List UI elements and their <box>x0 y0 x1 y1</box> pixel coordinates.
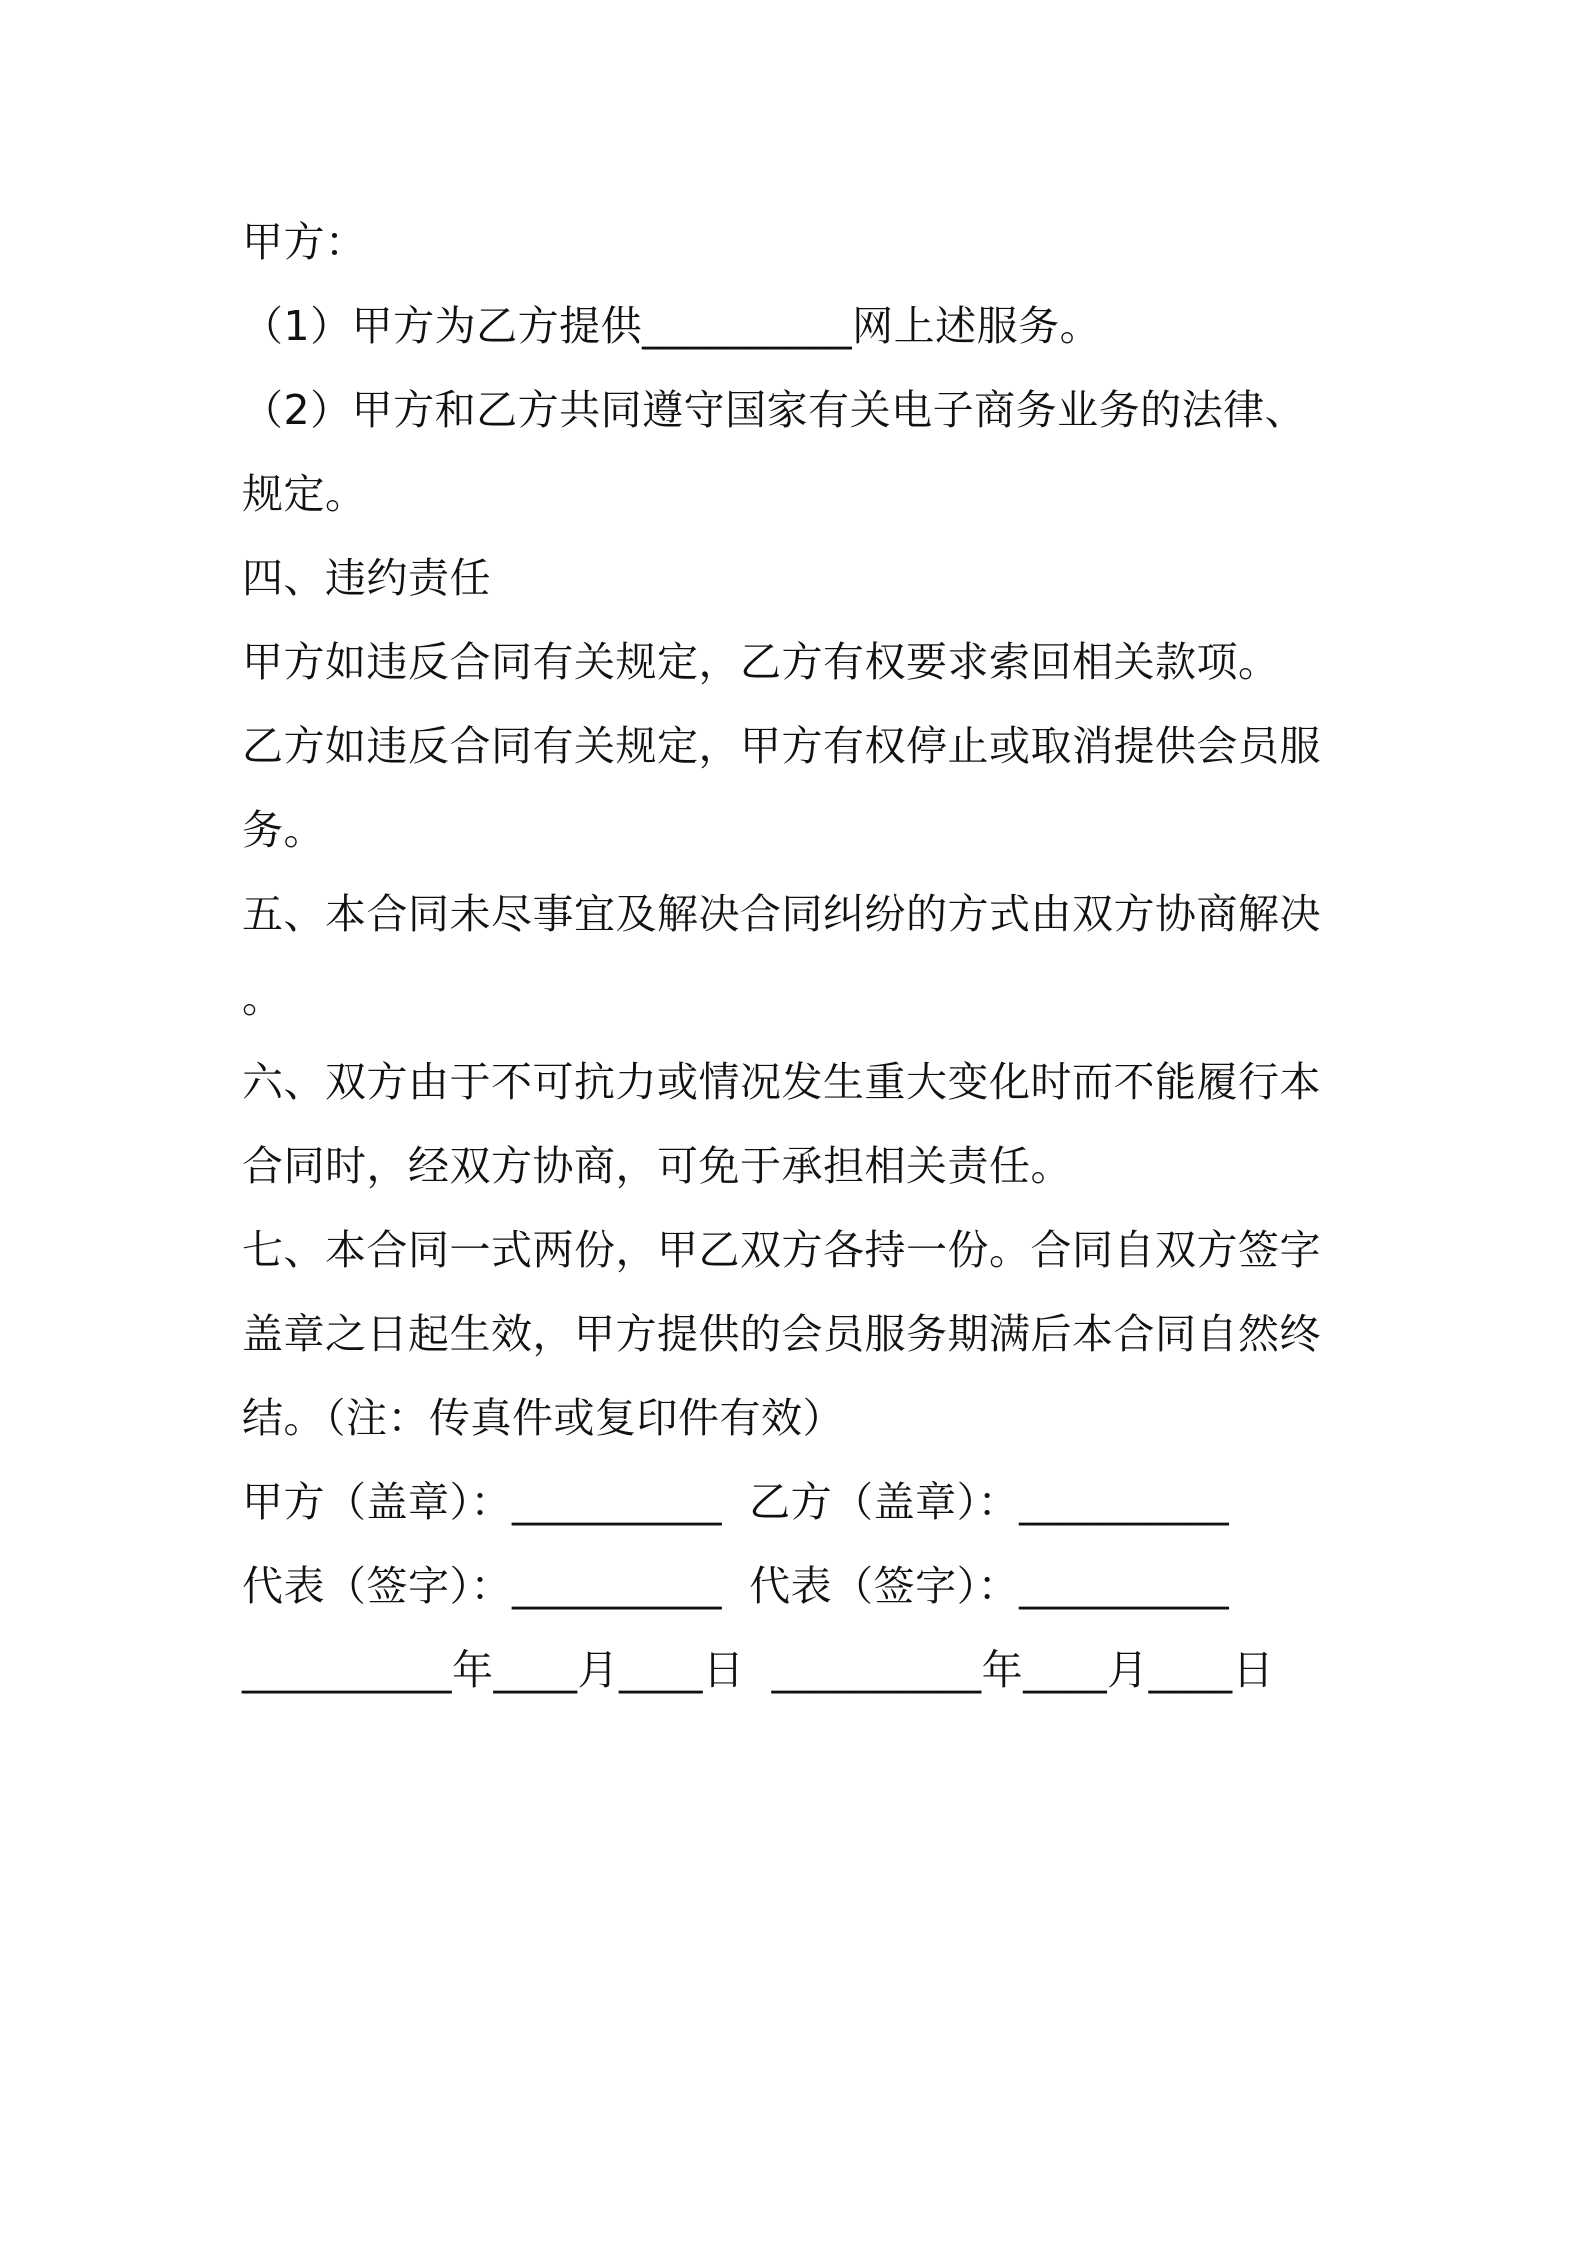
clause-a-2-cont: 规定。 <box>242 470 367 518</box>
section-6-cont: 合同时，经双方协商，可免于承担相关责任。 <box>242 1142 1072 1190</box>
section-5: 五、本合同未尽事宜及解决合同纠纷的方式由双方协商解决 <box>242 890 1321 938</box>
liability-party-a: 甲方如违反合同有关规定，乙方有权要求索回相关款项。 <box>242 638 1280 686</box>
signature-line: 代表（签字）：__________ 代表（签字）：__________ <box>242 1562 1230 1610</box>
contract-document <box>242 200 1362 1712</box>
section-6: 六、双方由于不可抗力或情况发生重大变化时而不能履行本 <box>242 1058 1321 1106</box>
clause-a-2: （2）甲方和乙方共同遵守国家有关电子商务业务的法律、 <box>242 386 1307 434</box>
party-a-heading: 甲方： <box>242 218 367 266</box>
liability-party-b: 乙方如违反合同有关规定，甲方有权停止或取消提供会员服 <box>242 722 1321 770</box>
date-line: __________年____月____日 __________年____月____日 <box>242 1646 1275 1694</box>
section-5-cont: 。 <box>242 974 284 1022</box>
section-7-note: 结。（注：传真件或复印件有效） <box>242 1394 844 1442</box>
clause-a-1: （1）甲方为乙方提供__________网上述服务。 <box>242 302 1102 350</box>
section-4-heading: 四、违约责任 <box>242 554 491 602</box>
seal-line: 甲方（盖章）：__________ 乙方（盖章）：__________ <box>242 1478 1230 1526</box>
section-7-cont: 盖章之日起生效，甲方提供的会员服务期满后本合同自然终 <box>242 1310 1321 1358</box>
liability-party-b-cont: 务。 <box>242 806 325 854</box>
section-7: 七、本合同一式两份，甲乙双方各持一份。合同自双方签字 <box>242 1226 1321 1274</box>
